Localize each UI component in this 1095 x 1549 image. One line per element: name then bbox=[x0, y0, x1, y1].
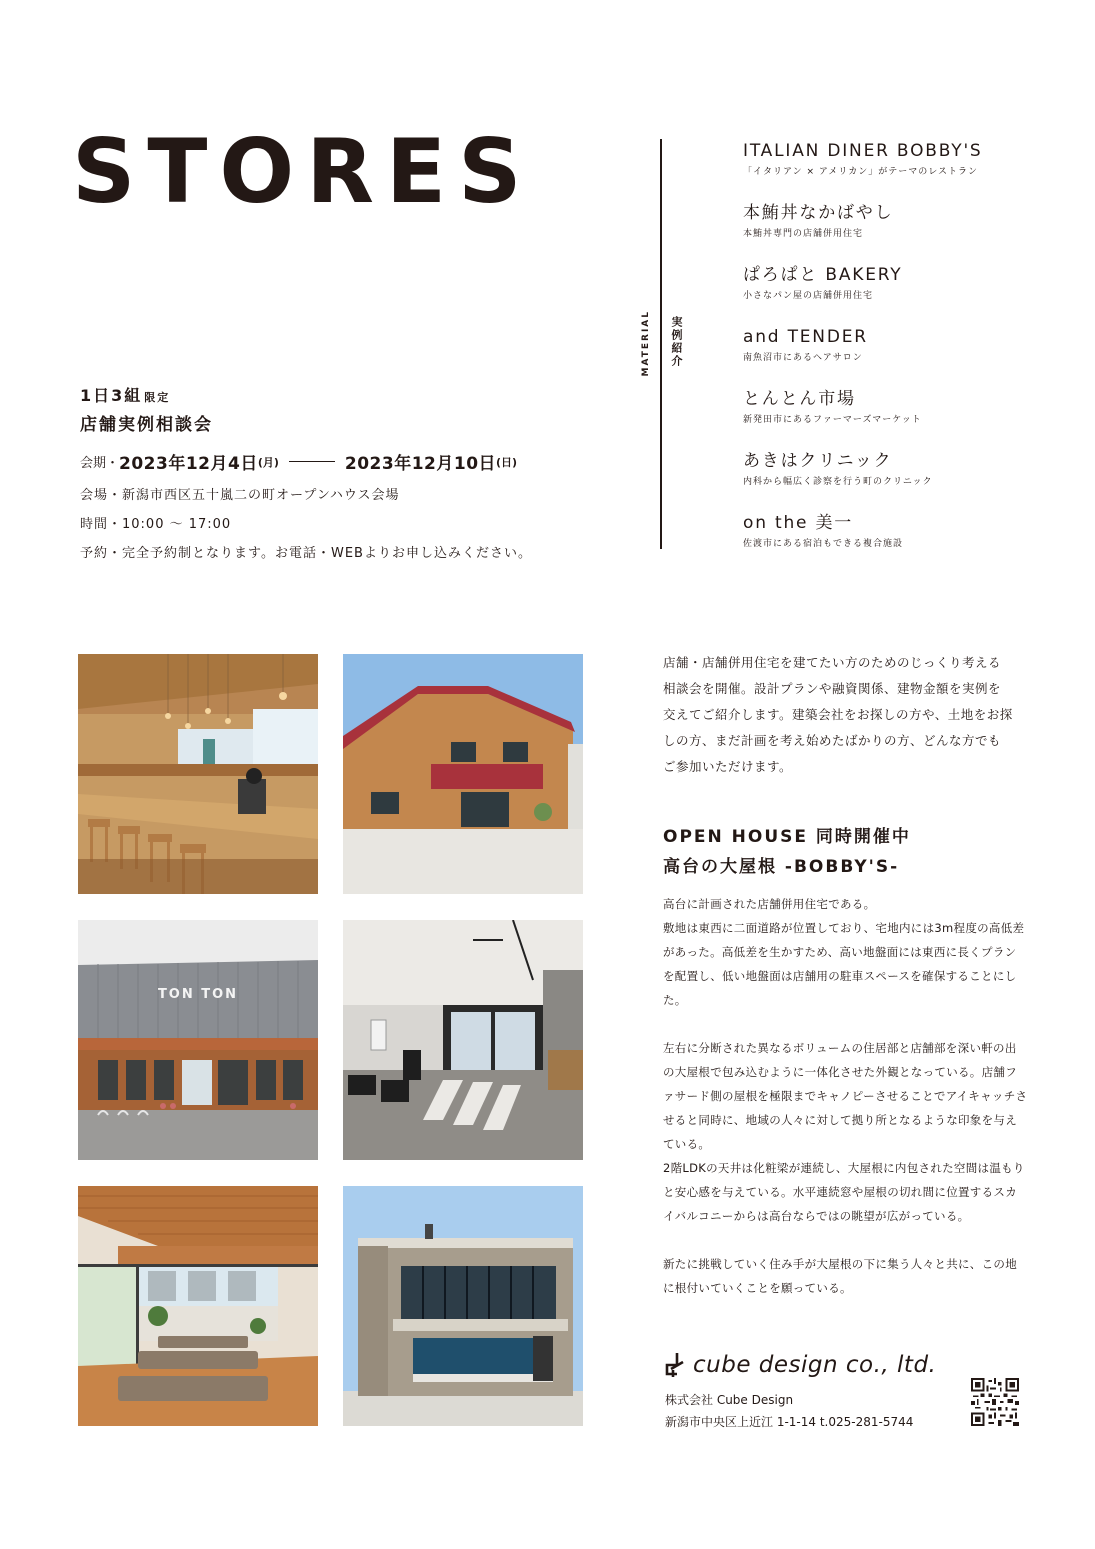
company-info bbox=[665, 1389, 913, 1433]
store-desc: 小さなパン屋の店舗併用住宅 bbox=[743, 291, 874, 301]
store-item bbox=[743, 140, 1083, 202]
store-name: on the 美一 bbox=[743, 513, 854, 533]
company-address: 新潟市中央区上近江 1-1-14 t.025-281-5744 bbox=[665, 1415, 914, 1429]
open-house-title: OPEN HOUSE 同時開催中 bbox=[663, 827, 911, 847]
store-name: ITALIAN DINER BOBBY'S bbox=[743, 141, 983, 161]
start-date: 2023年12月4日 bbox=[119, 454, 258, 474]
photo-tonton-market bbox=[78, 920, 318, 1160]
store-desc: 本鮪丼専門の店舗併用住宅 bbox=[743, 229, 864, 239]
event-time: 時間・10:00 〜 17:00 bbox=[80, 517, 232, 532]
photo-clinic-waiting-room bbox=[78, 1186, 318, 1426]
description-paragraph: 高台に計画された店舗併用住宅である。 敷地は東西に二面道路が位置しており、宅地内には3m程度の高低差があった。高低差を生かすため、高い地盤面には東西に長くプランを配置し、低い地盤面は店舗用の駐車スペースを確保することにした。 bbox=[663, 897, 1025, 1007]
store-item bbox=[743, 450, 1083, 512]
event-venue: 会場・新潟市西区五十嵐二の町オープンハウス会場 bbox=[80, 488, 400, 503]
store-desc: 内科から幅広く診察を行う町のクリニック bbox=[743, 477, 933, 487]
open-house-subtitle: 高台の大屋根 -BOBBY'S- bbox=[663, 857, 900, 877]
photo-salon-interior bbox=[343, 920, 583, 1160]
description-paragraph: 左右に分断された異なるボリュームの住居部と店舗部を深い軒の出の大屋根で包み込むように一体化させた外観となっている。店舗ファサード側の屋根を極限までキャノピーさせることでアイキャッチさせると同時に、地域の人々に対して拠り所となるような印象を与えている。 2階LDKの天井は化粧梁が連続し、大屋根に内包された空間は温もりと安心感を与えている。水平連続窓や屋根の切れ間に位置するスカイバルコニーからは高台ならではの眺望が広がっている。 bbox=[663, 1041, 1028, 1223]
open-house-description bbox=[663, 892, 1028, 1300]
store-item bbox=[743, 512, 1083, 574]
company-name: 株式会社 Cube Design bbox=[665, 1393, 794, 1407]
event-limit: 1日3組 限定 bbox=[80, 386, 171, 405]
store-item bbox=[743, 388, 1083, 450]
store-desc: 「イタリアン × アメリカン」がテーマのレストラン bbox=[743, 167, 979, 177]
store-list bbox=[743, 140, 1083, 574]
store-name: とんとん市場 bbox=[743, 389, 856, 409]
photo-modern-building bbox=[343, 1186, 583, 1426]
period-dash bbox=[289, 461, 335, 462]
store-item bbox=[743, 202, 1083, 264]
photo-red-roof-house bbox=[343, 654, 583, 894]
company-logo bbox=[663, 1352, 936, 1378]
logo-text: cube design co., ltd. bbox=[693, 1352, 937, 1378]
cube-logo-icon bbox=[663, 1352, 685, 1378]
section-label-en: MATERIAL bbox=[641, 310, 651, 377]
event-info bbox=[80, 383, 640, 561]
photo-restaurant-interior bbox=[78, 654, 318, 894]
store-desc: 新発田市にあるファーマーズマーケット bbox=[743, 415, 922, 425]
section-divider bbox=[660, 139, 662, 549]
store-desc: 佐渡市にある宿泊もできる複合施設 bbox=[743, 539, 904, 549]
store-name: and TENDER bbox=[743, 327, 868, 347]
store-name: あきはクリニック bbox=[743, 451, 893, 471]
store-item bbox=[743, 326, 1083, 388]
store-desc: 南魚沼市にあるヘアサロン bbox=[743, 353, 863, 363]
event-reservation: 予約・完全予約制となります。お電話・WEBよりお申し込みください。 bbox=[80, 546, 532, 561]
store-name: ぱろぱと BAKERY bbox=[743, 265, 903, 285]
section-label-ja: 実例紹介 bbox=[670, 316, 683, 368]
store-name: 本鮪丼なかばやし bbox=[743, 203, 894, 223]
page-title: STORES bbox=[72, 120, 534, 223]
qr-code-icon[interactable] bbox=[971, 1378, 1019, 1426]
store-item bbox=[743, 264, 1083, 326]
event-title: 店舗実例相談会 bbox=[80, 415, 213, 435]
event-period: 会期・ 2023年12月4日 (月) 2023年12月10日 (日) bbox=[80, 449, 640, 474]
tonton-sign: TON TON bbox=[157, 987, 239, 1002]
end-date: 2023年12月10日 bbox=[344, 454, 497, 474]
intro-text: 店舗・店舗併用住宅を建てたい方のためのじっくり考える相談会を開催。設計プランや融資関係、建物金額を実例を交えてご紹介します。建築会社をお探しの方や、土地をお探しの方、まだ計画を考え始めたばかりの方、どんな方でもご参加いただけます。 bbox=[663, 655, 1013, 774]
description-paragraph: 新たに挑戦していく住み手が大屋根の下に集う人々と共に、この地に根付いていくことを願っている。 bbox=[663, 1257, 1017, 1295]
